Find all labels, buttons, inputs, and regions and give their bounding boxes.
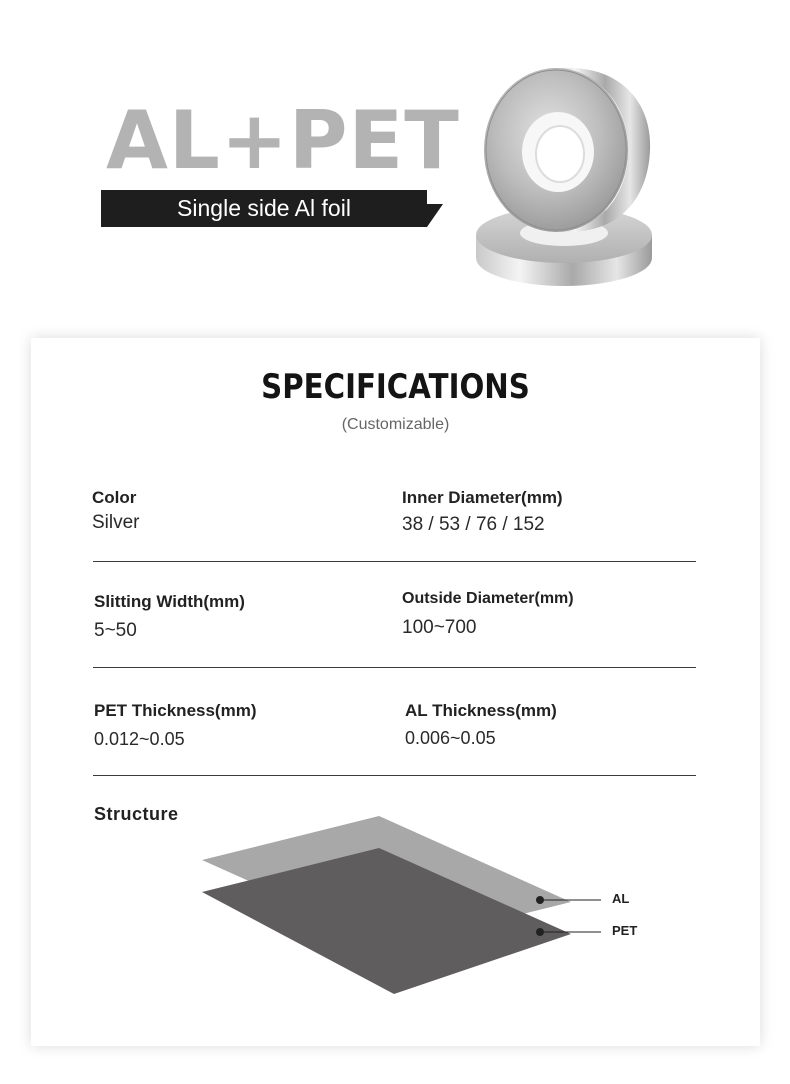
- pet-marker: [536, 928, 544, 936]
- pet-thickness-label: PET Thickness(mm): [94, 701, 257, 720]
- inner-diameter-label: Inner Diameter(mm): [402, 488, 563, 507]
- color-label: Color: [92, 488, 137, 507]
- structure-heading: Structure: [94, 804, 179, 824]
- tagline-text: Single side Al foil: [177, 195, 351, 221]
- specifications-subtitle: (Customizable): [341, 416, 450, 433]
- specifications-title: SPECIFICATIONS: [261, 367, 530, 407]
- inner-diameter-value: 38 / 53 / 76 / 152: [402, 514, 545, 535]
- divider: [93, 775, 696, 776]
- tagline-banner: [101, 190, 443, 227]
- specifications-panel: [31, 338, 760, 1046]
- divider: [93, 667, 696, 668]
- slitting-width-label: Slitting Width(mm): [94, 592, 245, 611]
- outside-diameter-value: 100~700: [402, 617, 477, 638]
- pet-layer-label: PET: [612, 923, 638, 938]
- color-value: Silver: [92, 512, 140, 533]
- al-thickness-value: 0.006~0.05: [405, 728, 496, 748]
- al-thickness-label: AL Thickness(mm): [405, 701, 557, 720]
- pet-thickness-value: 0.012~0.05: [94, 729, 185, 749]
- outside-diameter-label: Outside Diameter(mm): [402, 590, 574, 607]
- al-marker: [536, 896, 544, 904]
- divider: [93, 561, 696, 562]
- foil-tape-rolls-icon: [468, 60, 658, 290]
- al-layer-label: AL: [612, 891, 630, 906]
- layer-structure-diagram: [191, 808, 651, 1008]
- slitting-width-value: 5~50: [94, 620, 137, 641]
- hero-banner: [0, 0, 790, 330]
- product-title: AL+PET: [106, 94, 460, 187]
